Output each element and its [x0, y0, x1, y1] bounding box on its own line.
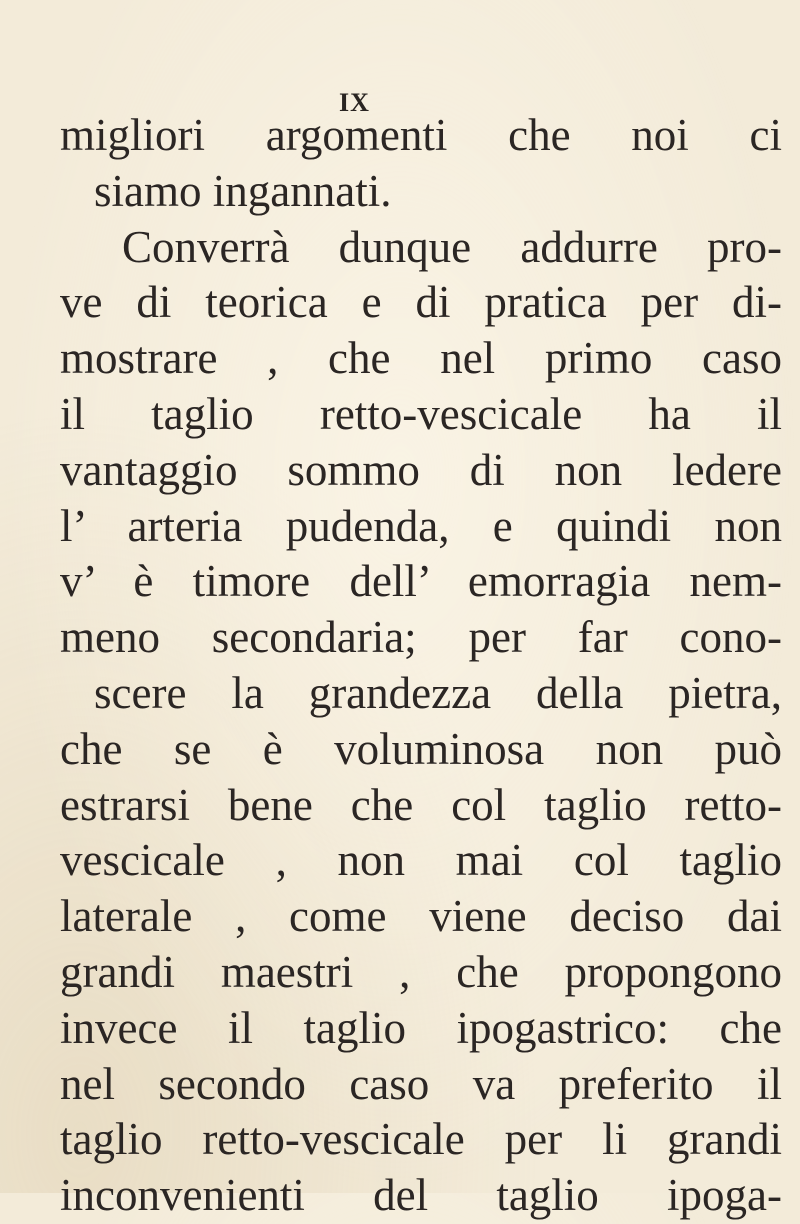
text-line: l’ arteria pudenda, e quindi non	[60, 500, 782, 551]
text-line: inconvenienti del taglio ipoga-	[60, 1170, 782, 1221]
text-line: il taglio retto-vescicale ha il	[60, 388, 782, 439]
page-number: IX	[339, 88, 370, 117]
text-line: vescicale , non mai col taglio	[60, 835, 782, 886]
text-line: migliori argomenti che noi ci	[60, 110, 782, 160]
text-line: ve di teorica e di pratica per di-	[60, 277, 782, 328]
text-line: grandi maestri , che propongono	[60, 946, 782, 997]
text-line: mostrare , che nel primo caso	[60, 333, 782, 384]
text-line: taglio retto-vescicale per li grandi	[60, 1114, 782, 1165]
text-line: scere la grandezza della pietra,	[94, 667, 782, 718]
text-line: siamo ingannati.	[94, 165, 392, 216]
text-line: vantaggio sommo di non ledere	[60, 444, 782, 495]
text-line: meno secondaria; per far cono-	[60, 612, 782, 663]
text-line: laterale , come viene deciso dai	[60, 891, 782, 942]
text-line: estrarsi bene che col taglio retto-	[60, 779, 782, 830]
text-line: che se è voluminosa non può	[60, 723, 782, 774]
text-line: Converrà dunque addurre pro-	[122, 221, 782, 272]
text-line: nel secondo caso va preferito il	[60, 1058, 782, 1109]
text-line: invece il taglio ipogastrico: che	[60, 1002, 782, 1053]
body-text	[60, 108, 782, 1224]
text-line: v’ è timore dell’ emorragia nem-	[60, 556, 782, 607]
